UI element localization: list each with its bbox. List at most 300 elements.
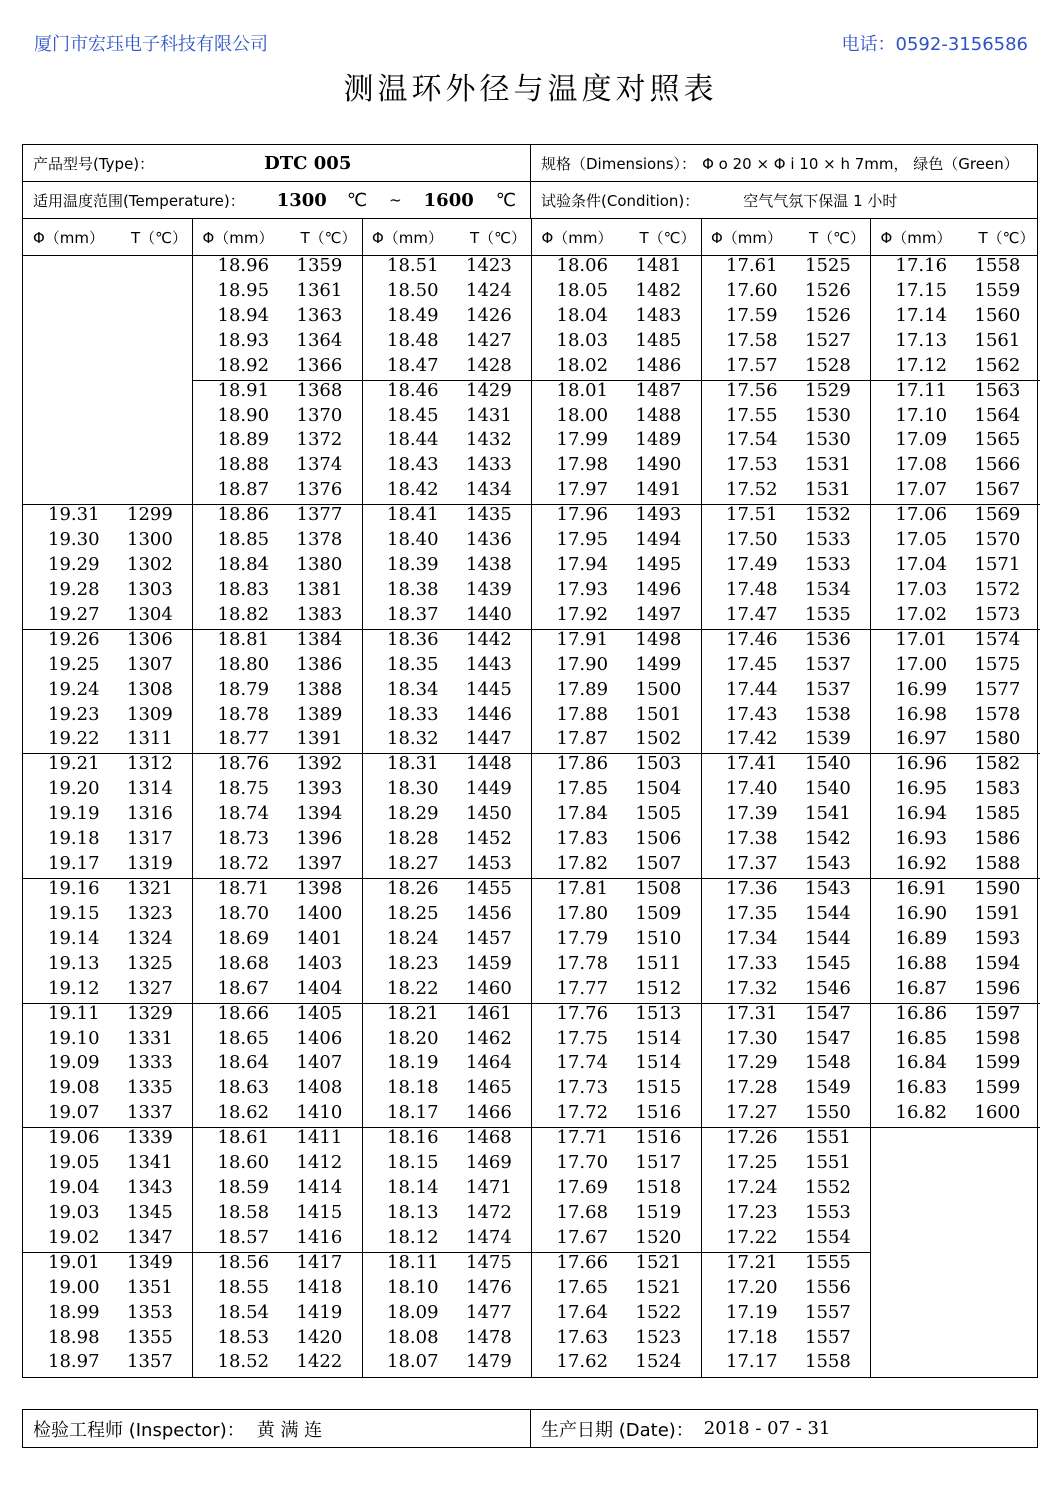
- temperature-value: 1593: [974, 927, 1021, 949]
- diameter-value: 18.59: [217, 1177, 270, 1198]
- diameter-value: 19.06: [48, 1127, 100, 1149]
- diameter-value: 19.26: [48, 628, 100, 650]
- temperature-value: 1545: [805, 952, 851, 974]
- diameter-value: 18.28: [387, 828, 439, 850]
- diameter-value: 18.67: [217, 977, 270, 999]
- temperature-value: 1563: [974, 379, 1021, 401]
- diameter-value: 16.96: [895, 753, 948, 775]
- diameter-value: 18.12: [387, 1226, 439, 1248]
- temperature-value: 1304: [127, 603, 173, 625]
- temperature-value: 1572: [974, 578, 1021, 600]
- diameter-value: 18.53: [217, 1326, 270, 1348]
- temperature-value: 1557: [805, 1301, 851, 1323]
- temperature-value: 1558: [974, 255, 1021, 276]
- diameter-value: 17.22: [726, 1226, 778, 1248]
- temperature-value: 1380: [296, 554, 343, 575]
- temperature-value: 1585: [974, 803, 1021, 825]
- diameter-value: 17.53: [726, 454, 778, 476]
- diameter-value: 18.88: [217, 454, 270, 476]
- temperature-value: 1594: [974, 952, 1021, 974]
- company-name: 厦门市宏珏电子科技有限公司: [34, 34, 268, 55]
- diameter-value: 18.30: [387, 778, 439, 800]
- diameter-value: 17.90: [556, 653, 609, 675]
- temperature-value: 1551: [805, 1127, 851, 1149]
- diameter-value: 18.90: [217, 404, 270, 426]
- temperature-value: 1500: [635, 678, 682, 700]
- temperature-value: 1499: [635, 653, 682, 675]
- type-label: 产品型号(Type)：: [33, 154, 155, 173]
- temperature-value: 1510: [635, 927, 682, 949]
- diameter-value: 16.83: [895, 1077, 948, 1099]
- diameter-value: 17.41: [726, 753, 778, 775]
- temperature-value: 1486: [635, 354, 682, 376]
- temperature-value: 1490: [635, 454, 682, 476]
- temperature-value: 1573: [974, 603, 1021, 625]
- diameter-value: 17.72: [556, 1102, 609, 1124]
- temperature-value: 1526: [805, 304, 851, 326]
- temperature-value: 1374: [296, 454, 343, 476]
- diameter-value: 18.18: [387, 1077, 439, 1099]
- diameter-value: 16.87: [895, 977, 948, 999]
- diameter-value: 18.35: [387, 653, 439, 675]
- temperature-value: 1550: [805, 1102, 851, 1124]
- diameter-value: 17.69: [556, 1177, 609, 1198]
- temperature-value: 1464: [466, 1052, 512, 1074]
- column-header-temperature: T（℃）: [639, 229, 696, 247]
- temperature-value: 1343: [127, 1177, 173, 1198]
- temperature-value: 1482: [635, 279, 682, 301]
- diameter-value: 16.86: [895, 1002, 948, 1024]
- diameter-value: 18.25: [387, 902, 439, 924]
- temperature-value: 1370: [296, 404, 343, 426]
- diameter-value: 18.48: [387, 329, 439, 351]
- temperature-value: 1559: [974, 279, 1021, 301]
- diameter-value: 16.92: [895, 853, 948, 874]
- temperature-value: 1321: [127, 878, 173, 899]
- diameter-value: 18.20: [387, 1027, 439, 1049]
- temperature-value: 1443: [466, 653, 512, 675]
- temperature-value: 1551: [805, 1152, 851, 1174]
- temperature-value: 1525: [805, 255, 851, 276]
- diameter-value: 17.16: [895, 255, 948, 276]
- temperature-value: 1418: [296, 1276, 343, 1298]
- column-header-temperature: T（℃）: [470, 229, 527, 247]
- temperature-value: 1359: [296, 255, 343, 276]
- diameter-value: 17.24: [726, 1177, 778, 1198]
- temperature-value: 1438: [466, 554, 512, 575]
- temperature-min: 1300: [276, 189, 327, 211]
- temperature-value: 1544: [805, 927, 851, 949]
- temperature-value: 1411: [296, 1127, 343, 1149]
- temperature-value: 1460: [466, 977, 512, 999]
- temperature-value: 1524: [635, 1351, 682, 1373]
- diameter-value: 17.78: [556, 952, 609, 974]
- diameter-value: 18.55: [217, 1276, 270, 1298]
- diameter-value: 17.62: [556, 1351, 609, 1373]
- diameter-value: 17.48: [726, 578, 778, 600]
- diameter-value: 18.26: [387, 878, 439, 899]
- temperature-value: 1355: [127, 1326, 173, 1348]
- diameter-value: 17.89: [556, 678, 609, 700]
- diameter-value: 18.36: [387, 628, 439, 650]
- diameter-value: 17.86: [556, 753, 609, 775]
- diameter-value: 17.76: [556, 1002, 609, 1024]
- temperature-value: 1561: [974, 329, 1021, 351]
- temperature-value: 1449: [466, 778, 512, 800]
- temperature-value: 1423: [466, 255, 512, 276]
- diameter-value: 16.94: [895, 803, 948, 825]
- diameter-value: 18.82: [217, 603, 270, 625]
- diameter-value: 17.31: [726, 1002, 778, 1024]
- temperature-value: 1600: [974, 1102, 1021, 1124]
- diameter-value: 19.12: [48, 977, 100, 999]
- diameter-value: 18.79: [217, 678, 270, 700]
- temperature-value: 1531: [805, 479, 851, 501]
- diameter-value: 18.31: [387, 753, 439, 775]
- diameter-value: 18.06: [556, 255, 609, 276]
- temperature-value: 1553: [805, 1201, 851, 1223]
- temperature-value: 1546: [805, 977, 851, 999]
- diameter-value: 18.01: [556, 379, 609, 401]
- temperature-value: 1453: [466, 853, 512, 874]
- temperature-value: 1501: [635, 703, 682, 725]
- diameter-value: 19.27: [48, 603, 100, 625]
- diameter-value: 18.02: [556, 354, 609, 376]
- diameter-value: 18.19: [387, 1052, 439, 1074]
- temperature-value: 1405: [296, 1002, 343, 1024]
- temperature-value: 1503: [635, 753, 682, 775]
- temperature-value: 1566: [974, 454, 1021, 476]
- temperature-value: 1599: [974, 1077, 1021, 1099]
- temperature-value: 1347: [127, 1226, 173, 1248]
- date-label: 生产日期 (Date)：: [541, 1419, 694, 1441]
- diameter-value: 18.33: [387, 703, 439, 725]
- block-separator: [871, 1127, 1041, 1128]
- diameter-value: 18.17: [387, 1102, 439, 1124]
- diameter-value: 17.35: [726, 902, 778, 924]
- diameter-value: 17.34: [726, 927, 778, 949]
- dimensions-value: Φ o 20 × Φ i 10 × h 7mm， 绿色（Green）: [702, 154, 1019, 173]
- diameter-value: 18.96: [217, 255, 270, 276]
- data-area: [23, 256, 1037, 1377]
- diameter-value: 17.84: [556, 803, 609, 825]
- diameter-value: 17.60: [726, 279, 778, 301]
- diameter-value: 17.95: [556, 529, 609, 551]
- temperature-value: 1571: [974, 554, 1021, 575]
- diameter-value: 18.29: [387, 803, 439, 825]
- temperature-value: 1544: [805, 902, 851, 924]
- diameter-value: 17.80: [556, 902, 609, 924]
- temperature-value: 1471: [466, 1177, 512, 1198]
- temperature-value: 1498: [635, 628, 682, 650]
- temperature-value: 1596: [974, 977, 1021, 999]
- temperature-value: 1341: [127, 1152, 173, 1174]
- diameter-value: 18.11: [387, 1251, 439, 1273]
- diameter-value: 19.24: [48, 678, 100, 700]
- column-header-temperature: T（℃）: [300, 229, 357, 247]
- temperature-min-unit: ℃: [346, 189, 368, 211]
- diameter-value: 17.59: [726, 304, 778, 326]
- diameter-value: 19.15: [48, 902, 100, 924]
- temperature-value: 1434: [466, 479, 512, 501]
- temperature-value: 1429: [466, 379, 512, 401]
- diameter-value: 18.85: [217, 529, 270, 551]
- diameter-value: 17.42: [726, 728, 778, 750]
- temperature-value: 1562: [974, 354, 1021, 376]
- diameter-value: 18.24: [387, 927, 439, 949]
- diameter-value: 19.29: [48, 554, 100, 575]
- diameter-value: 18.73: [217, 828, 270, 850]
- temperature-value: 1335: [127, 1077, 173, 1099]
- temperature-separator: ~: [389, 191, 402, 209]
- diameter-value: 16.89: [895, 927, 948, 949]
- temperature-value: 1513: [635, 1002, 682, 1024]
- type-value: DTC 005: [264, 152, 352, 174]
- temperature-value: 1476: [466, 1276, 512, 1298]
- diameter-value: 18.14: [387, 1177, 439, 1198]
- temperature-value: 1565: [974, 429, 1021, 451]
- diameter-value: 17.51: [726, 504, 778, 526]
- temperature-value: 1398: [296, 878, 343, 899]
- temperature-value: 1505: [635, 803, 682, 825]
- temperature-value: 1598: [974, 1027, 1021, 1049]
- footer-box: [22, 1409, 1038, 1448]
- diameter-value: 16.97: [895, 728, 948, 750]
- temperature-value: 1538: [805, 703, 851, 725]
- temperature-value: 1556: [805, 1276, 851, 1298]
- diameter-value: 18.83: [217, 578, 270, 600]
- diameter-value: 19.25: [48, 653, 100, 675]
- temperature-value: 1521: [635, 1276, 682, 1298]
- temperature-value: 1537: [805, 653, 851, 675]
- diameter-value: 17.23: [726, 1201, 778, 1223]
- diameter-value: 17.39: [726, 803, 778, 825]
- temperature-value: 1435: [466, 504, 512, 526]
- temperature-value: 1364: [296, 329, 343, 351]
- diameter-value: 18.46: [387, 379, 439, 401]
- temperature-value: 1554: [805, 1226, 851, 1248]
- diameter-value: 18.61: [217, 1127, 270, 1149]
- temperature-value: 1535: [805, 603, 851, 625]
- temperature-value: 1517: [635, 1152, 682, 1174]
- diameter-value: 17.05: [895, 529, 948, 551]
- temperature-value: 1599: [974, 1052, 1021, 1074]
- diameter-value: 17.88: [556, 703, 609, 725]
- diameter-value: 17.91: [556, 628, 609, 650]
- diameter-value: 18.32: [387, 728, 439, 750]
- diameter-value: 18.07: [387, 1351, 439, 1373]
- phone-number: 电话：0592-3156586: [841, 34, 1028, 55]
- diameter-value: 19.18: [48, 828, 100, 850]
- diameter-value: 17.33: [726, 952, 778, 974]
- diameter-value: 17.77: [556, 977, 609, 999]
- temperature-value: 1547: [805, 1002, 851, 1024]
- temperature-value: 1541: [805, 803, 851, 825]
- temperature-value: 1389: [296, 703, 343, 725]
- diameter-value: 18.69: [217, 927, 270, 949]
- temperature-value: 1388: [296, 678, 343, 700]
- diameter-value: 17.54: [726, 429, 778, 451]
- temperature-value: 1531: [805, 454, 851, 476]
- diameter-value: 17.81: [556, 878, 609, 899]
- temperature-value: 1327: [127, 977, 173, 999]
- temperature-value: 1481: [635, 255, 682, 276]
- diameter-value: 18.37: [387, 603, 439, 625]
- diameter-value: 17.52: [726, 479, 778, 501]
- diameter-value: 17.02: [895, 603, 948, 625]
- column-divider: [701, 219, 702, 1377]
- diameter-value: 17.00: [895, 653, 948, 675]
- diameter-value: 16.91: [895, 878, 948, 899]
- temperature-value: 1408: [296, 1077, 343, 1099]
- temperature-value: 1542: [805, 828, 851, 850]
- diameter-value: 18.74: [217, 803, 270, 825]
- diameter-value: 18.64: [217, 1052, 270, 1074]
- temperature-value: 1333: [127, 1052, 173, 1074]
- diameter-value: 18.80: [217, 653, 270, 675]
- temperature-value: 1432: [466, 429, 512, 451]
- temperature-value: 1353: [127, 1301, 173, 1323]
- diameter-value: 17.09: [895, 429, 948, 451]
- temperature-value: 1549: [805, 1077, 851, 1099]
- temperature-value: 1528: [805, 354, 851, 376]
- diameter-value: 18.04: [556, 304, 609, 326]
- diameter-value: 18.62: [217, 1102, 270, 1124]
- diameter-value: 18.44: [387, 429, 439, 451]
- temperature-value: 1455: [466, 878, 512, 899]
- temperature-value: 1329: [127, 1002, 173, 1024]
- diameter-value: 19.13: [48, 952, 100, 974]
- temperature-value: 1431: [466, 404, 512, 426]
- diameter-value: 16.98: [895, 703, 948, 725]
- temperature-value: 1497: [635, 603, 682, 625]
- temperature-value: 1530: [805, 404, 851, 426]
- temperature-value: 1433: [466, 454, 512, 476]
- diameter-value: 17.57: [726, 354, 778, 376]
- diameter-value: 16.82: [895, 1102, 948, 1124]
- diameter-value: 19.23: [48, 703, 100, 725]
- diameter-value: 19.10: [48, 1027, 100, 1049]
- temperature-value: 1494: [635, 529, 682, 551]
- temperature-value: 1391: [296, 728, 343, 750]
- diameter-value: 19.21: [48, 753, 100, 775]
- diameter-value: 19.30: [48, 529, 100, 551]
- temperature-value: 1427: [466, 329, 512, 351]
- diameter-value: 18.84: [217, 554, 270, 575]
- diameter-value: 17.87: [556, 728, 609, 750]
- temperature-value: 1415: [296, 1201, 343, 1223]
- diameter-value: 19.01: [48, 1251, 100, 1273]
- temperature-value: 1317: [127, 828, 173, 850]
- diameter-value: 18.45: [387, 404, 439, 426]
- temperature-value: 1552: [805, 1177, 851, 1198]
- temperature-value: 1306: [127, 628, 173, 650]
- temperature-value: 1401: [296, 927, 343, 949]
- temperature-value: 1351: [127, 1276, 173, 1298]
- temperature-value: 1586: [974, 828, 1021, 850]
- diameter-value: 18.87: [217, 479, 270, 501]
- temperature-value: 1465: [466, 1077, 512, 1099]
- diameter-value: 17.75: [556, 1027, 609, 1049]
- temperature-value: 1548: [805, 1052, 851, 1074]
- diameter-value: 18.63: [217, 1077, 270, 1099]
- diameter-value: 18.34: [387, 678, 439, 700]
- temperature-value: 1477: [466, 1301, 512, 1323]
- diameter-value: 18.93: [217, 329, 270, 351]
- diameter-value: 18.94: [217, 304, 270, 326]
- diameter-value: 18.76: [217, 753, 270, 775]
- temperature-value: 1324: [127, 927, 173, 949]
- temperature-value: 1447: [466, 728, 512, 750]
- diameter-value: 18.54: [217, 1301, 270, 1323]
- temperature-value: 1349: [127, 1251, 173, 1273]
- temperature-value: 1578: [974, 703, 1021, 725]
- diameter-value: 18.42: [387, 479, 439, 501]
- diameter-value: 17.06: [895, 504, 948, 526]
- temperature-value: 1582: [974, 753, 1021, 775]
- temperature-value: 1493: [635, 504, 682, 526]
- temperature-value: 1448: [466, 753, 512, 775]
- temperature-value: 1569: [974, 504, 1021, 526]
- diameter-value: 17.61: [726, 255, 778, 276]
- temperature-value: 1319: [127, 853, 173, 874]
- temperature-value: 1461: [466, 1002, 512, 1024]
- temperature-value: 1537: [805, 678, 851, 700]
- temperature-value: 1378: [296, 529, 343, 551]
- column-divider: [531, 219, 532, 1377]
- diameter-value: 18.41: [387, 504, 439, 526]
- temperature-value: 1507: [635, 853, 682, 874]
- temperature-value: 1489: [635, 429, 682, 451]
- temperature-value: 1462: [466, 1027, 512, 1049]
- diameter-value: 19.11: [48, 1002, 100, 1024]
- temperature-value: 1560: [974, 304, 1021, 326]
- diameter-value: 17.98: [556, 454, 609, 476]
- temperature-value: 1312: [127, 753, 173, 775]
- temperature-value: 1442: [466, 628, 512, 650]
- temperature-value: 1426: [466, 304, 512, 326]
- temperature-value: 1529: [805, 379, 851, 401]
- diameter-value: 19.19: [48, 803, 100, 825]
- diameter-value: 17.08: [895, 454, 948, 476]
- diameter-value: 18.57: [217, 1226, 270, 1248]
- temperature-value: 1407: [296, 1052, 343, 1074]
- diameter-value: 19.00: [48, 1276, 100, 1298]
- diameter-value: 17.30: [726, 1027, 778, 1049]
- temperature-value: 1564: [974, 404, 1021, 426]
- diameter-value: 17.85: [556, 778, 609, 800]
- diameter-value: 17.27: [726, 1102, 778, 1124]
- diameter-value: 17.68: [556, 1201, 609, 1223]
- temperature-max: 1600: [423, 189, 474, 211]
- spec-table: [22, 144, 1038, 1378]
- diameter-value: 19.02: [48, 1226, 100, 1248]
- temperature-value: 1396: [296, 828, 343, 850]
- diameter-value: 17.50: [726, 529, 778, 551]
- temperature-value: 1339: [127, 1127, 173, 1149]
- diameter-value: 17.40: [726, 778, 778, 800]
- temperature-value: 1452: [466, 828, 512, 850]
- temperature-value: 1519: [635, 1201, 682, 1223]
- temperature-value: 1363: [296, 304, 343, 326]
- temperature-value: 1316: [127, 803, 173, 825]
- temperature-value: 1400: [296, 902, 343, 924]
- column-divider: [870, 219, 871, 1377]
- diameter-value: 17.73: [556, 1077, 609, 1099]
- temperature-value: 1557: [805, 1326, 851, 1348]
- diameter-value: 18.05: [556, 279, 609, 301]
- diameter-value: 17.37: [726, 853, 778, 874]
